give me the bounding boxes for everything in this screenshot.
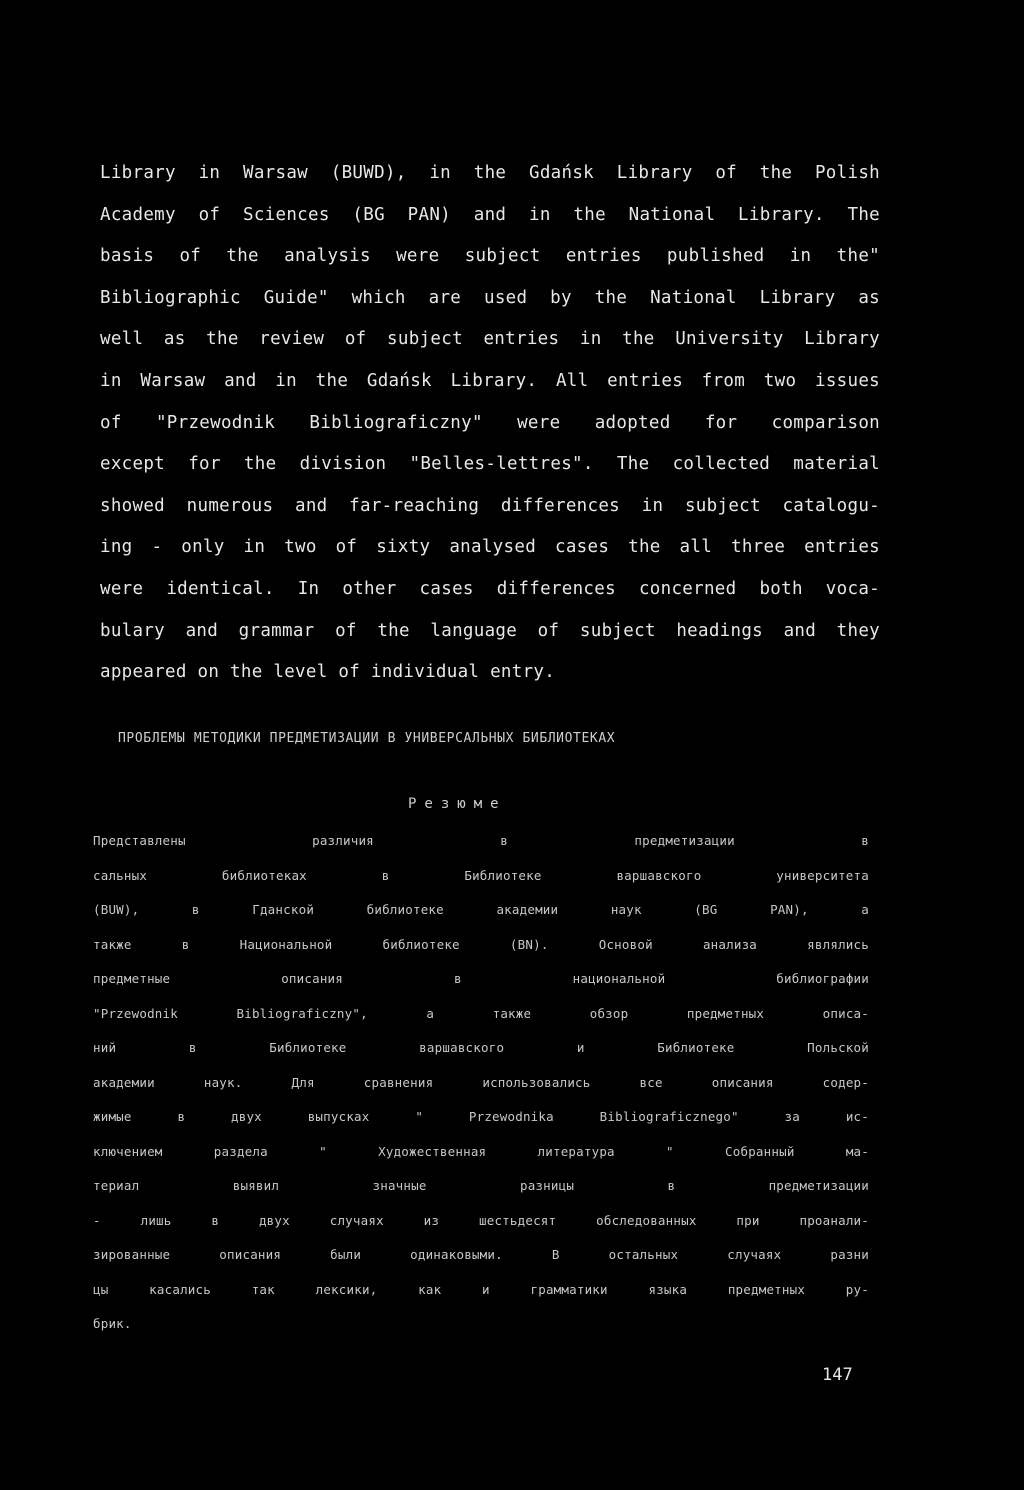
text-line: Представлены различия в предметизации в	[93, 833, 869, 848]
text-line: of "Przewodnik Bibliograficzny" were adopted for comparison	[100, 412, 880, 433]
text-line: Bibliographic Guide" which are used by the National Library as	[100, 287, 880, 308]
text-line: ний в Библиотеке варшавского и Библиотеке Польской	[93, 1040, 869, 1055]
text-line: териал выявил значные разницы в предметизации	[93, 1178, 869, 1193]
text-line: were identical. In other cases differences concerned both voca-	[100, 578, 880, 599]
text-line: брик.	[93, 1316, 132, 1331]
text-line: цы касались так лексики, как и грамматики языка предметных ру-	[93, 1281, 869, 1297]
text-line: ing - only in two of sixty analysed cases the all three entries	[100, 537, 880, 558]
text-line: showed numerous and far-reaching differences in subject catalogu-	[100, 495, 880, 516]
russian-summary-text	[93, 826, 869, 1344]
text-line: bulary and grammar of the language of subject headings and they	[100, 620, 880, 641]
text-line: академии наук. Для сравнения использовались все описания содер-	[93, 1074, 869, 1090]
text-line: "Przewodnik Bibliograficzny", а также обзор предметных описа-	[93, 1005, 869, 1021]
text-line: Library in Warsaw (BUWD), in the Gdańsk Library of the Polish	[100, 163, 880, 183]
text-line: Academy of Sciences (BG PAN) and in the National Library. The	[100, 204, 880, 225]
text-line: сальных библиотеках в Библиотеке варшавского университета	[93, 867, 869, 883]
text-line: in Warsaw and in the Gdańsk Library. All entries from two issues	[100, 370, 880, 391]
text-line: appeared on the level of individual entry.	[100, 662, 556, 683]
text-line: зированные описания были одинаковыми. В остальных случаях разни	[93, 1247, 869, 1262]
text-line: жимые в двух выпусках " Przewodnika Bibliograficznego" за ис-	[93, 1109, 869, 1124]
text-line: well as the review of subject entries in the University Library	[100, 329, 880, 350]
text-line: (BUW), в Гданской библиотеке академии наук (BG PAN), а	[93, 902, 869, 917]
text-line: также в Национальной библиотеке (BN). Основой анализа являлись	[93, 936, 869, 952]
page-number: 147	[822, 1365, 853, 1385]
text-line: basis of the analysis were subject entries published in the"	[100, 246, 880, 267]
english-summary-text	[100, 156, 880, 697]
summary-heading: Резюме	[408, 796, 507, 812]
text-line: except for the division "Belles-lettres". The collected material	[100, 454, 880, 475]
text-line: ключением раздела " Художественная литература " Собранный ма-	[93, 1143, 869, 1159]
text-line: - лишь в двух случаях из шестьдесят обследованных при проанали-	[93, 1212, 869, 1228]
russian-section-title: ПРОБЛЕМЫ МЕТОДИКИ ПРЕДМЕТИЗАЦИИ В УНИВЕРСАЛЬНЫХ БИБЛИОТЕКАХ	[118, 731, 616, 746]
text-line: предметные описания в национальной библиографии	[93, 971, 869, 986]
